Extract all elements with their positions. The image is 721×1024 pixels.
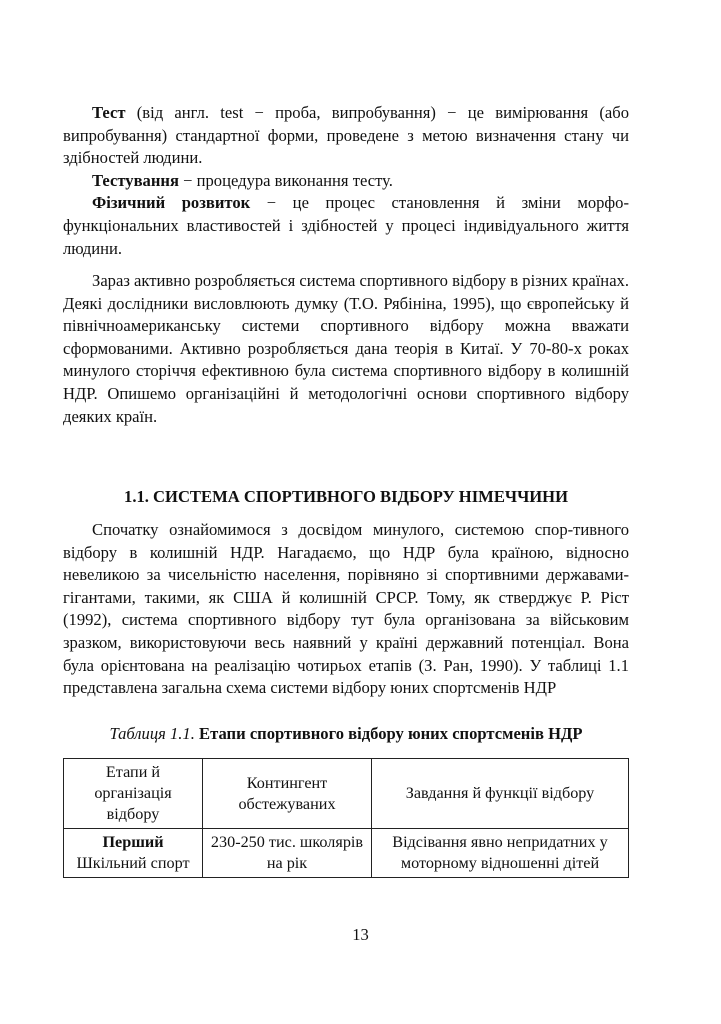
term: Тест xyxy=(92,103,126,122)
table-caption xyxy=(63,724,629,744)
term: Тестування xyxy=(92,170,179,190)
cell-tasks: Відсівання явно непридатних у моторному відношенні дітей xyxy=(372,829,629,878)
header-cell-stages: Етапи й організація відбору xyxy=(64,759,203,829)
cell-stage xyxy=(64,829,203,878)
intro-paragraph: Зараз активно розробляється система спортивного відбору в різних країнах. Деякі дослідники висловлюють думку (Т.О. Рябініна, 1995), що європейську й північноамериканську системи спортивного відбору можна вважати сформованими. Активно розробляється дана теорія в Китаї. У 70-80-х роках минулого сторіччя ефективною була система спортивного відбору в колишній НДР. Опишемо організаційні й методологічні основи спортивного відбору деяких країн. xyxy=(63,271,629,426)
stage-organization: Шкільний спорт xyxy=(76,854,190,872)
table-header-row xyxy=(64,759,629,829)
table-caption-title: Етапи спортивного відбору юних спортсменів НДР xyxy=(199,724,583,743)
definition-testing xyxy=(63,170,629,193)
definitions-block xyxy=(63,102,629,260)
header-cell-tasks: Завдання й функції відбору xyxy=(372,759,629,829)
definition-test xyxy=(63,102,629,170)
section-paragraph: Спочатку ознайомимося з досвідом минулого, системою спор-тивного відбору в колишній НДР. Нагадаємо, що НДР була країною, відносно невеликою за чисельністю населення, порівняно зі спортивними державами-гігантами, такими, як США й колишній СРСР. Тому, як стверджує Р. Ріст (1992), система спортивного відбору тут була організована за військовим зразком, використовуючи весь наявний у країні державний потенціал. Вона була орієнтована на реалізацію чотирьох етапів (З. Ран, 1990). У таблиці 1.1 представлена загальна схема системи відбору юних спортсменів НДР xyxy=(63,520,629,698)
stage-name: Перший xyxy=(102,833,164,851)
intro-block xyxy=(63,270,629,428)
definition-text: − це процес становлення й зміни морфо-функціональних властивостей і здібностей у процесі індивідуального життя людини. xyxy=(63,193,629,258)
stages-table xyxy=(63,758,629,878)
definition-text: (від англ. test − проба, випробування) − це вимірювання (або випробування) стандартної форми, проведене з метою визначення стану чи здібностей людини. xyxy=(63,103,629,168)
term: Фізичний розвиток xyxy=(92,193,251,213)
page-number: 13 xyxy=(352,925,369,944)
definition-text: − процедура виконання тесту. xyxy=(178,170,393,190)
section-heading: 1.1. СИСТЕМА СПОРТИВНОГО ВІДБОРУ НІМЕЧЧИНИ xyxy=(124,487,568,506)
definition-physical-development xyxy=(63,192,629,260)
table-row xyxy=(64,829,629,878)
table-caption-label: Таблиця 1.1. xyxy=(109,724,195,743)
header-cell-contingent: Контингент обстежуваних xyxy=(203,759,372,829)
cell-contingent: 230-250 тис. школярів на рік xyxy=(203,829,372,878)
section-body xyxy=(63,519,629,700)
